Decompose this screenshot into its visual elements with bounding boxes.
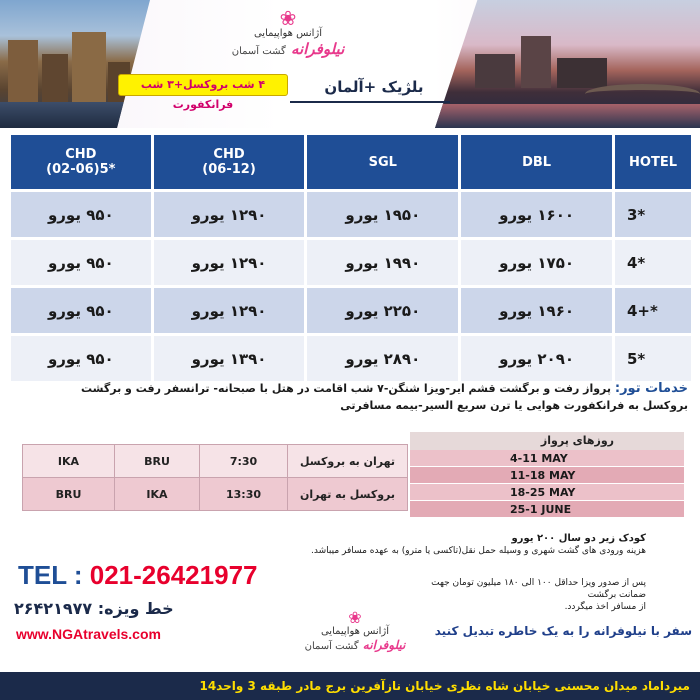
services-line-1: پرواز رفت و برگشت قشم ایر-ویزا شنگن-۷ شب اقامت در هتل با صبحانه- ترانسفر رفت و برگشت	[81, 382, 612, 395]
flight-route: بروکسل به تهران	[288, 478, 408, 511]
price-chd-6-12: ۱۲۹۰ یورو	[154, 240, 305, 285]
services-line-2: بروکسل به فرانکفورت هوایی یا ترن سریع السیر-بیمه مسافرتی	[340, 399, 688, 412]
hotel-stars: 4+*	[615, 288, 691, 333]
header-banner	[0, 0, 700, 128]
office-address: میرداماد میدان محسنی خیابان شاه نظری خیابان نازآفرین برج مادر طبقه 3 واحد14	[199, 679, 690, 693]
flight-to: IKA	[115, 478, 200, 511]
flight-dates	[410, 432, 684, 518]
date-item: 25-1 JUNE	[410, 501, 684, 518]
flight-time: 7:30	[200, 445, 288, 478]
price-dbl: ۲۰۹۰ یورو	[461, 336, 612, 381]
visa-line-label: خط ویزه:	[97, 599, 174, 618]
flight-route: تهران به بروکسل	[288, 445, 408, 478]
flight-time: 13:30	[200, 478, 288, 511]
website-link[interactable]: www.NGAtravels.com	[16, 626, 161, 642]
header-dbl: DBL	[461, 135, 612, 189]
price-table	[8, 132, 694, 384]
visa-line-number: ۲۶۴۲۱۹۷۷	[14, 599, 93, 618]
infant-price-note: کودک زیر دو سال ۲۰۰ یورو	[511, 533, 646, 544]
logo-subtitle: آژانس هواپیمایی	[253, 28, 323, 39]
agency-logo-footer: ❀ آژانس هواپیمایی نیلوفرانه گشت آسمان	[300, 610, 410, 654]
table-row	[11, 192, 691, 237]
price-chd-2-6: ۹۵۰ یورو	[11, 192, 151, 237]
lotus-icon: ❀	[348, 608, 362, 627]
table-row	[11, 240, 691, 285]
services-title: خدمات تور:	[614, 381, 688, 396]
flight-to: BRU	[115, 445, 200, 478]
date-item: 4-11 MAY	[410, 450, 684, 467]
agency-logo	[208, 8, 368, 62]
lotus-icon: ❀	[279, 6, 297, 30]
price-sgl: ۱۹۵۰ یورو	[307, 192, 458, 237]
visa-guarantee-note: پس از صدور ویزا حداقل ۱۰۰ الی ۱۸۰ میلیون تومان جهت ضمانت برگشت از مسافر اخذ میگردد.	[431, 578, 646, 612]
flight-row	[23, 478, 408, 511]
price-sgl: ۱۹۹۰ یورو	[307, 240, 458, 285]
price-chd-6-12: ۱۲۹۰ یورو	[154, 288, 305, 333]
price-dbl: ۱۷۵۰ یورو	[461, 240, 612, 285]
flight-row	[23, 445, 408, 478]
logo-name: نیلوفرانه گشت آسمان	[231, 40, 345, 58]
price-chd-2-6: ۹۵۰ یورو	[11, 288, 151, 333]
flight-from: IKA	[23, 445, 115, 478]
price-dbl: ۱۹۶۰ یورو	[461, 288, 612, 333]
nights-badge: ۴ شب بروکسل+۳ شب فرانکفورت	[118, 74, 288, 96]
price-sgl: ۲۲۵۰ یورو	[307, 288, 458, 333]
hotel-stars: 3*	[615, 192, 691, 237]
price-chd-2-6: ۹۵۰ یورو	[11, 240, 151, 285]
table-row	[11, 336, 691, 381]
header-chd-2-6: CHD (02-06)5*	[11, 135, 151, 189]
phone-number[interactable]: TEL : 021-26421977	[18, 560, 258, 590]
price-table-header	[11, 135, 691, 189]
price-sgl: ۲۸۹۰ یورو	[307, 336, 458, 381]
flight-from: BRU	[23, 478, 115, 511]
price-chd-6-12: ۱۲۹۰ یورو	[154, 192, 305, 237]
extra-cost-note: هزینه ورودی های گشت شهری و وسیله حمل نقل(تاکسی یا مترو) به عهده مسافر میباشد.	[311, 546, 646, 556]
table-row	[11, 288, 691, 333]
price-chd-2-6: ۹۵۰ یورو	[11, 336, 151, 381]
brussels-photo	[0, 0, 150, 128]
hotel-stars: 5*	[615, 336, 691, 381]
price-chd-6-12: ۱۳۹۰ یورو	[154, 336, 305, 381]
header-hotel: HOTEL	[615, 135, 691, 189]
title-underline	[290, 101, 450, 103]
header-sgl: SGL	[307, 135, 458, 189]
visa-line[interactable]	[14, 597, 234, 621]
slogan: سفر با نیلوفرانه را به یک خاطره تبدیل کنید	[434, 624, 692, 638]
flight-dates-title: روزهای پرواز	[410, 432, 684, 450]
header-chd-6-12: CHD (06-12)	[154, 135, 305, 189]
date-item: 11-18 MAY	[410, 467, 684, 484]
hotel-stars: 4*	[615, 240, 691, 285]
flight-schedule	[22, 444, 408, 511]
tour-services	[20, 380, 688, 414]
tour-notes	[300, 532, 646, 558]
frankfurt-photo	[435, 0, 700, 128]
price-dbl: ۱۶۰۰ یورو	[461, 192, 612, 237]
route-title: بلژیک +آلمان	[324, 78, 424, 96]
date-item: 18-25 MAY	[410, 484, 684, 501]
